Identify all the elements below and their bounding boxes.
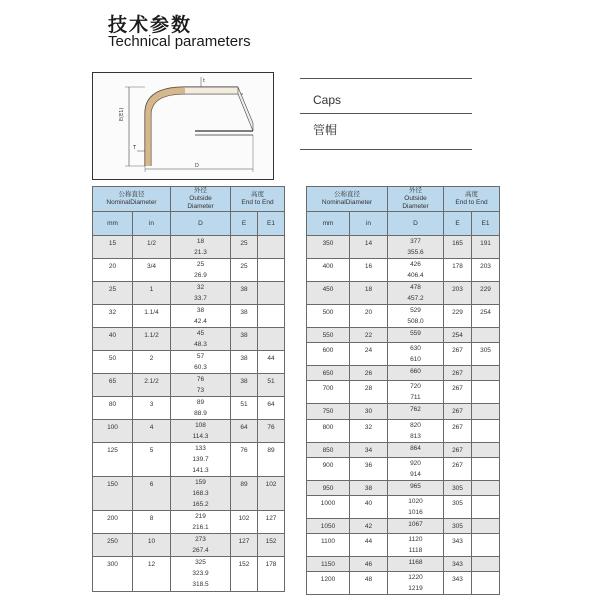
cell-e1: 76: [258, 420, 285, 443]
cell-outside-diameter: 377 355.6: [388, 236, 444, 259]
outside-diameter-header: 外径 Outside Diameter: [171, 187, 231, 212]
cell-e1: [472, 419, 500, 442]
cell-inch: 20: [350, 305, 388, 328]
table-row: [93, 420, 285, 443]
cell-e: 51: [231, 397, 258, 420]
cell-e1: [472, 557, 500, 572]
cell-inch: 18: [350, 282, 388, 305]
cell-mm: 250: [93, 534, 133, 557]
product-line-top: [300, 78, 472, 79]
cell-outside-diameter: 273 267.4: [171, 534, 231, 557]
cell-inch: 6: [133, 477, 171, 511]
cap-inner-line: [151, 94, 243, 166]
cell-inch: 14: [350, 236, 388, 259]
cell-inch: 40: [350, 495, 388, 518]
cell-outside-diameter: 965: [388, 480, 444, 495]
cell-e: 254: [444, 328, 472, 343]
cell-outside-diameter: 89 88.9: [171, 397, 231, 420]
table-row: [93, 477, 285, 511]
cell-inch: 16: [350, 259, 388, 282]
cell-e: 305: [444, 495, 472, 518]
thickness-dimension-label: T: [133, 145, 137, 151]
cell-e1: [258, 259, 285, 282]
cell-e: 38: [231, 282, 258, 305]
cell-e1: 152: [258, 534, 285, 557]
col-e-header: E: [231, 212, 258, 236]
cell-e1: 203: [472, 259, 500, 282]
cell-outside-diameter: 559: [388, 328, 444, 343]
col-d-header: D: [171, 212, 231, 236]
table-row: [93, 328, 285, 351]
cell-e1: 127: [258, 511, 285, 534]
params-table-right-body: [307, 236, 500, 595]
table-row: [93, 259, 285, 282]
cell-e: 178: [444, 259, 472, 282]
cell-outside-diameter: 478 457.2: [388, 282, 444, 305]
table-row: [93, 282, 285, 305]
cell-outside-diameter: 1168: [388, 557, 444, 572]
table-row: [93, 374, 285, 397]
cell-mm: 750: [307, 404, 350, 419]
cell-e1: 178: [258, 557, 285, 591]
product-line-middle: [300, 113, 472, 114]
cell-mm: 20: [93, 259, 133, 282]
cell-e1: 102: [258, 477, 285, 511]
product-name-en: Caps: [313, 93, 342, 107]
table-row: [307, 259, 500, 282]
table-row: [93, 397, 285, 420]
cell-inch: 1.1/4: [133, 305, 171, 328]
cell-inch: 3/4: [133, 259, 171, 282]
cell-mm: 1000: [307, 495, 350, 518]
height-header: 高度 End to End: [444, 187, 500, 212]
cell-e: 38: [231, 374, 258, 397]
cell-e: 203: [444, 282, 472, 305]
cell-e1: [472, 457, 500, 480]
cell-inch: 26: [350, 366, 388, 381]
height-header: 高度 End to End: [231, 187, 285, 212]
cell-e: 127: [231, 534, 258, 557]
col-e-header: E: [444, 212, 472, 236]
cell-e1: [472, 480, 500, 495]
cell-inch: 2.1/2: [133, 374, 171, 397]
cell-e1: [472, 366, 500, 381]
cell-mm: 500: [307, 305, 350, 328]
cell-mm: 950: [307, 480, 350, 495]
cell-e: 89: [231, 477, 258, 511]
cell-mm: 550: [307, 328, 350, 343]
cell-inch: 36: [350, 457, 388, 480]
page-title-cn: 技术参数: [108, 15, 193, 36]
cap-top-face: [185, 87, 238, 94]
cell-e1: 254: [472, 305, 500, 328]
col-mm-header: mm: [307, 212, 350, 236]
cell-e: 38: [231, 328, 258, 351]
cell-mm: 650: [307, 366, 350, 381]
cell-e1: [258, 305, 285, 328]
product-name-cn: 管帽: [313, 123, 338, 137]
table-row: [307, 419, 500, 442]
table-row: [93, 557, 285, 591]
cell-outside-diameter: 219 216.1: [171, 511, 231, 534]
cell-e: 229: [444, 305, 472, 328]
cell-mm: 1050: [307, 518, 350, 533]
cell-mm: 350: [307, 236, 350, 259]
table-row: [307, 518, 500, 533]
table-row: [93, 511, 285, 534]
cell-e: 76: [231, 443, 258, 477]
cell-mm: 700: [307, 381, 350, 404]
cell-e1: [472, 328, 500, 343]
cap-drawing: [92, 72, 274, 180]
cap-drawing-svg: [93, 73, 273, 179]
table-row: [307, 404, 500, 419]
cell-inch: 2: [133, 351, 171, 374]
cell-e1: 191: [472, 236, 500, 259]
cell-e: 305: [444, 480, 472, 495]
table-row: [307, 305, 500, 328]
cell-inch: 42: [350, 518, 388, 533]
cell-mm: 900: [307, 457, 350, 480]
cell-mm: 300: [93, 557, 133, 591]
cell-mm: 125: [93, 443, 133, 477]
cell-mm: 50: [93, 351, 133, 374]
cell-inch: 12: [133, 557, 171, 591]
params-table-left: [92, 186, 285, 592]
cell-e1: [258, 236, 285, 259]
table-row: [307, 282, 500, 305]
cell-outside-diameter: 159 168.3 165.2: [171, 477, 231, 511]
col-e1-header: E1: [472, 212, 500, 236]
cell-outside-diameter: 25 26.9: [171, 259, 231, 282]
cell-e1: 64: [258, 397, 285, 420]
cell-mm: 40: [93, 328, 133, 351]
cell-mm: 80: [93, 397, 133, 420]
table-row: [307, 236, 500, 259]
cell-outside-diameter: 45 48.3: [171, 328, 231, 351]
height-dimension-label: E(E1): [119, 107, 125, 121]
cell-e: 102: [231, 511, 258, 534]
cell-mm: 15: [93, 236, 133, 259]
cell-outside-diameter: 18 21.3: [171, 236, 231, 259]
cell-inch: 1: [133, 282, 171, 305]
cell-inch: 8: [133, 511, 171, 534]
cell-mm: 800: [307, 419, 350, 442]
cell-e1: [472, 572, 500, 595]
cell-e: 38: [231, 305, 258, 328]
col-in-header: in: [350, 212, 388, 236]
cell-outside-diameter: 762: [388, 404, 444, 419]
cell-outside-diameter: 1220 1219: [388, 572, 444, 595]
cell-mm: 1200: [307, 572, 350, 595]
cell-outside-diameter: 38 42.4: [171, 305, 231, 328]
outside-diameter-header: 外径 Outside Diameter: [388, 187, 444, 212]
cell-outside-diameter: 920 914: [388, 457, 444, 480]
cell-outside-diameter: 76 73: [171, 374, 231, 397]
table-row: [307, 381, 500, 404]
cell-inch: 1/2: [133, 236, 171, 259]
diameter-dimension-label: D: [195, 163, 199, 169]
table-row: [307, 442, 500, 457]
cell-outside-diameter: 133 139.7 141.3: [171, 443, 231, 477]
cell-inch: 28: [350, 381, 388, 404]
cell-e1: 229: [472, 282, 500, 305]
cell-outside-diameter: 720 711: [388, 381, 444, 404]
cell-e: 25: [231, 236, 258, 259]
cell-e: 305: [444, 518, 472, 533]
cell-outside-diameter: 57 60.3: [171, 351, 231, 374]
cell-outside-diameter: 426 406.4: [388, 259, 444, 282]
col-e1-header: E1: [258, 212, 285, 236]
nominal-diameter-header: 公称直径 NominalDiameter: [307, 187, 388, 212]
table-row: [307, 557, 500, 572]
table-row: [307, 480, 500, 495]
col-mm-header: mm: [93, 212, 133, 236]
cell-inch: 38: [350, 480, 388, 495]
table-row: [307, 534, 500, 557]
cell-e: 267: [444, 381, 472, 404]
cell-e: 267: [444, 343, 472, 366]
cell-outside-diameter: 660: [388, 366, 444, 381]
cell-outside-diameter: 630 610: [388, 343, 444, 366]
product-line-bottom: [300, 149, 472, 150]
cell-mm: 65: [93, 374, 133, 397]
cell-e1: 305: [472, 343, 500, 366]
table-row: [307, 495, 500, 518]
cell-outside-diameter: 1120 1118: [388, 534, 444, 557]
cell-outside-diameter: 864: [388, 442, 444, 457]
cell-mm: 32: [93, 305, 133, 328]
table-row: [93, 351, 285, 374]
cell-inch: 34: [350, 442, 388, 457]
cell-inch: 32: [350, 419, 388, 442]
cell-e1: [472, 534, 500, 557]
cell-e1: [258, 328, 285, 351]
cell-mm: 1150: [307, 557, 350, 572]
cell-inch: 48: [350, 572, 388, 595]
cell-outside-diameter: 1020 1016: [388, 495, 444, 518]
cell-inch: 1.1/2: [133, 328, 171, 351]
cell-mm: 200: [93, 511, 133, 534]
cell-e: 267: [444, 404, 472, 419]
cell-e: 64: [231, 420, 258, 443]
cell-e1: 89: [258, 443, 285, 477]
cell-inch: 3: [133, 397, 171, 420]
cell-outside-diameter: 1067: [388, 518, 444, 533]
cell-inch: 10: [133, 534, 171, 557]
cell-mm: 400: [307, 259, 350, 282]
table-row: [307, 572, 500, 595]
cell-e: 165: [444, 236, 472, 259]
cell-e: 267: [444, 366, 472, 381]
cell-inch: 22: [350, 328, 388, 343]
table-row: [307, 343, 500, 366]
cell-outside-diameter: 108 114.3: [171, 420, 231, 443]
cell-mm: 600: [307, 343, 350, 366]
table-row: [93, 534, 285, 557]
col-in-header: in: [133, 212, 171, 236]
cell-inch: 30: [350, 404, 388, 419]
cell-outside-diameter: 820 813: [388, 419, 444, 442]
cell-e1: [258, 282, 285, 305]
product-name-block: [300, 78, 472, 150]
cell-outside-diameter: 32 33.7: [171, 282, 231, 305]
table-row: [307, 366, 500, 381]
cell-outside-diameter: 529 508.0: [388, 305, 444, 328]
cell-e: 152: [231, 557, 258, 591]
params-table-left-body: [93, 236, 285, 592]
cell-e1: 44: [258, 351, 285, 374]
cell-e: 267: [444, 457, 472, 480]
cell-e1: 51: [258, 374, 285, 397]
cell-mm: 1100: [307, 534, 350, 557]
table-row: [93, 236, 285, 259]
col-d-header: D: [388, 212, 444, 236]
cell-inch: 4: [133, 420, 171, 443]
cell-e: 343: [444, 534, 472, 557]
cell-mm: 25: [93, 282, 133, 305]
cell-e: 38: [231, 351, 258, 374]
cell-e: 267: [444, 442, 472, 457]
cell-outside-diameter: 325 323.9 318.5: [171, 557, 231, 591]
cell-e1: [472, 442, 500, 457]
page-title-en: Technical parameters: [108, 33, 251, 50]
cell-e1: [472, 495, 500, 518]
cell-mm: 450: [307, 282, 350, 305]
cell-e: 343: [444, 572, 472, 595]
cell-inch: 24: [350, 343, 388, 366]
table-row: [307, 457, 500, 480]
cell-inch: 44: [350, 534, 388, 557]
cell-mm: 100: [93, 420, 133, 443]
nominal-diameter-header: 公称直径 NominalDiameter: [93, 187, 171, 212]
table-row: [93, 443, 285, 477]
cell-e1: [472, 381, 500, 404]
cell-mm: 150: [93, 477, 133, 511]
cell-e1: [472, 404, 500, 419]
cell-e: 343: [444, 557, 472, 572]
cap-wall-hatch: [145, 87, 185, 166]
cell-inch: 46: [350, 557, 388, 572]
cell-e: 25: [231, 259, 258, 282]
table-row: [307, 328, 500, 343]
cell-e: 267: [444, 419, 472, 442]
cell-inch: 5: [133, 443, 171, 477]
cell-e1: [472, 518, 500, 533]
params-table-right: [306, 186, 500, 595]
top-wall-label: t: [203, 78, 205, 84]
cell-mm: 850: [307, 442, 350, 457]
table-row: [93, 305, 285, 328]
